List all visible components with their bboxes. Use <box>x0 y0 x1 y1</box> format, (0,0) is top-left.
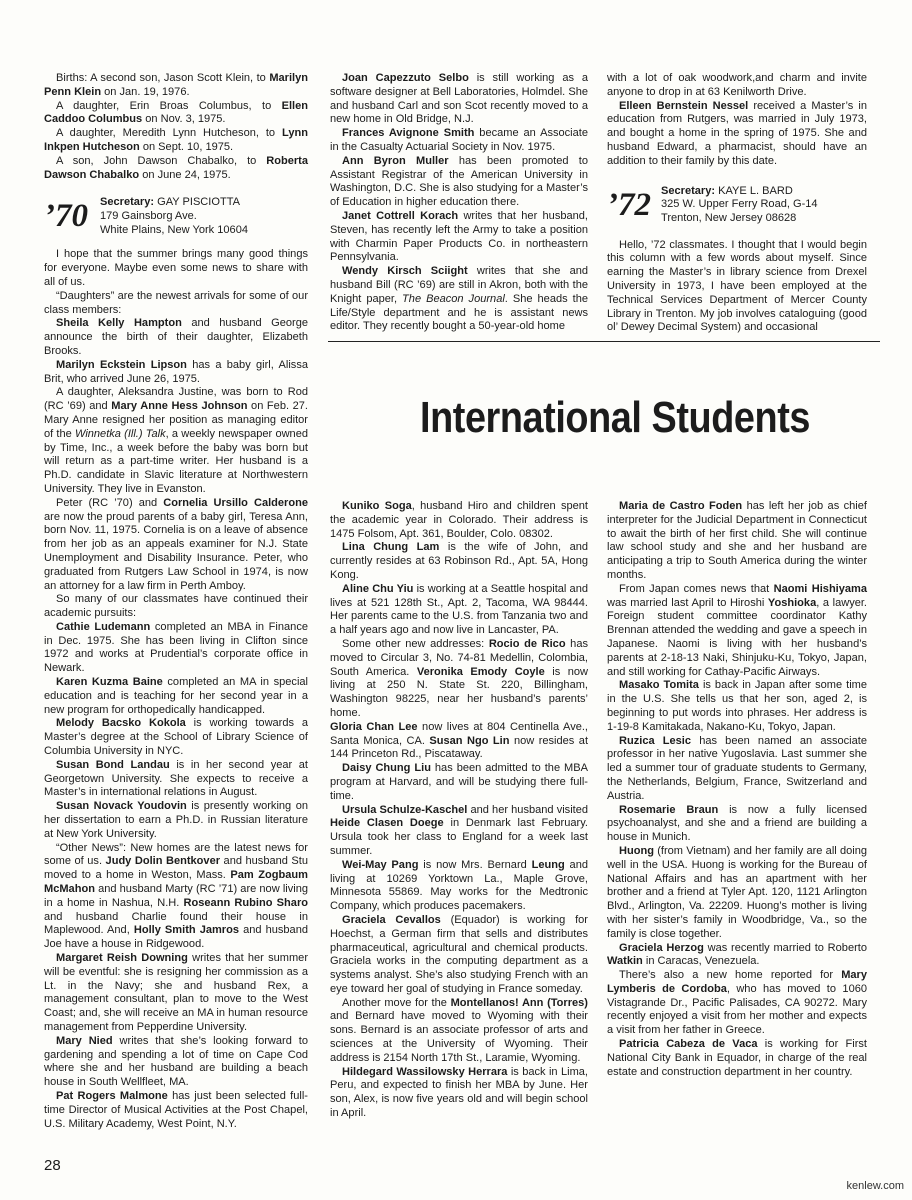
paragraph: Kuniko Soga, husband Hiro and children spent the academic year in Colorado. Their address is 1475 Folsom, Apt. 361, Boulder, Colo. 08302. <box>330 500 588 540</box>
paragraph: Aline Chu Yiu is working at a Seattle hospital and lives at 521 128th St., Apt. 2, Tacoma, WA 98444. Her parents came to the U.S. from Tanzania two and a half years ago and now live in Lancaster, PA. <box>330 582 588 637</box>
column-3-bottom <box>607 500 867 1079</box>
paragraph: “Daughters” are the newest arrivals for some of our class members: <box>44 289 308 316</box>
paragraph: Lina Chung Lam is the wife of John, and currently resides at 63 Robinson Rd., Apt. 5A, Hong Kong. <box>330 541 589 581</box>
paragraph: Another move for the Montellanos! Ann (Torres) and Bernard have moved to Wyoming with their sons. Bernard is an associate professor of arts and sciences at the University of Wyoming. Their address is 2154 North 17th St., Laramie, Wyoming. <box>330 996 588 1064</box>
paragraph: Wendy Kirsch Sciight writes that she and husband Bill (RC ’69) are still in Akron, both with the Knight paper, The Beacon Journal. She heads the Life/Style department and he is assistant news editor. They recently bought a 50-year-old home <box>330 265 588 333</box>
paragraph: Rosemarie Braun is now a fully licensed psychoanalyst, and she and a friend are building a house in Munich. <box>607 803 867 844</box>
paragraph: Susan Bond Landau is in her second year at Georgetown University. She expects to receive a Master’s in international relations in August. <box>44 758 308 799</box>
paragraph: Ruzica Lesic has been named an associate professor in her native Yugoslavia. Last summer she led a summer tour of graduate students to Germany, the Netherlands, Belgium, France, Switzerland and Austria. <box>607 734 867 802</box>
paragraph: Pat Rogers Malmone has just been selected full-time Director of Musical Activities at the Post Chapel, U.S. Military Academy, West Point, N.Y. <box>44 1089 308 1130</box>
paragraph: So many of our classmates have continued their academic pursuits: <box>44 593 308 620</box>
watermark-credit: kenlew.com <box>846 1180 904 1192</box>
paragraph: Ursula Schulze-Kaschel and her husband visited Heide Clasen Doege in Denmark last February. Ursula took her class to England for a week last summer. <box>330 803 589 857</box>
section-title: International Students <box>420 393 810 442</box>
class-year-72: ’72 <box>607 186 651 223</box>
birth-note: A daughter, Erin Broas Columbus, to Ellen Caddoo Columbus on Nov. 3, 1975. <box>44 99 308 126</box>
paragraph: Masako Tomita is back in Japan after some time in the U.S. She tells us that her son, aged 2, is beginning to put words into phrases. Her address is 1-19-8 Kamitakada, Nakano-Ku, Tokyo, Japan. <box>607 679 868 733</box>
column-3-top <box>607 72 867 335</box>
paragraph: Susan Novack Youdovin is presently working on her dissertation to earn a Ph.D. in Russian literature at New York University. <box>44 800 308 840</box>
paragraph: Joan Capezzuto Selbo is still working as a software designer at Bell Laboratories, Holmdel. She and husband Carl and son Scot recently moved to a new home in Old Bridge, N.J. <box>330 72 589 126</box>
paragraph: “Other News”: New homes are the latest news for some of us. Judy Dolin Bentkover and husband Stu moved to a home in Weston, Mass. Pam Zogbaum McMahon and husband Marty (RC ’71) are now living in a home in Nashua, N.H. Roseann Rubino Sharo and husband Charlie found their house in Maplewood. And, Holly Smith Jamros and husband Joe have a house in Ridgewood. <box>44 841 309 951</box>
birth-note: A son, John Dawson Chabalko, to Roberta Dawson Chabalko on June 24, 1975. <box>44 154 308 181</box>
paragraph: Margaret Reish Downing writes that her summer will be eventful: she is resigning her commission as a Lt. in the Navy; she and husband Rex, a management consultant, plan to move to the West Coast; and, she will receive an MA in human resource management from Pepperdine University. <box>44 952 308 1033</box>
section-divider <box>328 341 880 342</box>
paragraph: Peter (RC ’70) and Cornelia Ursillo Calderone are now the proud parents of a baby girl, Teresa Ann, born Nov. 11, 1975. Cornelia is on a leave of absence from her job as an appeals examiner for N.J. State Unemployment and Disability Insurance. Peter, who graduated from Rutgers Law School in 1974, is now an attorney for a law firm in Perth Amboy. <box>44 496 308 592</box>
paragraph: Elleen Bernstein Nessel received a Master’s in education from Rutgers, was married in July 1973, and bought a home in the spring of 1975. She and husband Edward, a pharmacist, should have an addition to their family by this date. <box>607 99 867 167</box>
paragraph: Maria de Castro Foden has left her job as chief interpreter for the Judicial Department in Connecticut to await the birth of her first child. She will continue law school study and she and her husband are anticipating a trip to South America during the winter months. <box>607 500 867 581</box>
column-1 <box>44 72 308 1131</box>
paragraph: I hope that the summer brings many good things for everyone. Maybe even some news to share with all of us. <box>44 248 308 288</box>
paragraph: Hello, ’72 classmates. I thought that I would begin this column with a few words about myself. Since earning the Master’s in library science from Drexel University in 1973, I have been employed at the Technical Services Department of Mercer County Library in Trenton. My job involves cataloguing (good ol’ Dewey Decimal System) and occasional <box>607 238 867 334</box>
class-year-70: ’70 <box>44 198 88 235</box>
paragraph: Sheila Kelly Hampton and husband George announce the birth of their daughter, Elizabeth Brooks. <box>44 317 309 357</box>
paragraph: Graciela Herzog was recently married to Roberto Watkin in Caracas, Venezuela. <box>607 941 867 968</box>
class-72-header <box>607 185 867 235</box>
paragraph: Cathie Ludemann completed an MBA in Finance in Dec. 1975. She has been living in Clifton since 1972 and works at Prudential’s corporate office in Newark. <box>44 620 308 675</box>
paragraph: Marilyn Eckstein Lipson has a baby girl, Alissa Brit, who arrived June 26, 1975. <box>44 358 308 385</box>
paragraph: with a lot of oak woodwork,and charm and invite anyone to drop in at 63 Kenilworth Drive. <box>607 72 867 98</box>
paragraph: Graciela Cevallos (Equador) is working for Hoechst, a German firm that sells and distributes pharmaceutical, agricultural and chemical products. Graciela works in the computing department as a systems analyst. She’s also studying French with an eye toward her goal of studying in France someday. <box>330 913 588 995</box>
paragraph: Janet Cottrell Korach writes that her husband, Steven, has recently left the Army to take a position with Charmin Paper Products Co. in northeastern Pennsylvania. <box>330 209 588 264</box>
paragraph: Hildegard Wassilowsky Herrara is back in Lima, Peru, and expected to finish her MBA by June. Her son, Alex, is now five years old and will begin school in April. <box>330 1065 589 1120</box>
secretary-address-72: Secretary: KAYE L. BARD 325 W. Upper Ferry Road, G-14 Trenton, New Jersey 08628 <box>661 184 818 225</box>
column-2-bottom <box>330 500 588 1121</box>
paragraph: Some other new addresses: Rocio de Rico has moved to Circular 3, No. 74-81 Medellin, Colombia, South America. Veronika Emody Coyle is now living at 250 N. State St. 220, Billingham, Washington 98225, near her husband’s parents’ home. <box>330 637 589 719</box>
paragraph: Melody Bacsko Kokola is working towards a Master’s degree at the School of Library Science of Columbia University in NYC. <box>44 717 308 758</box>
paragraph: Ann Byron Muller has been promoted to Assistant Registrar of the American University in Washington, D.C. She is also studying for a Master’s of Education in higher education there. <box>330 154 589 209</box>
paragraph: From Japan comes news that Naomi Hishiyama was married last April to Hiroshi Yoshioka, a lawyer. Foreign student committee coordinator Kathy Brennan attended the wedding and gave a speech in Japanese. Naomi is living with her husband’s parents at 2-18-13 Naki, Shinjuku-Ku, Tokyo, Japan, and still working for Cathay-Pacific Airways. <box>607 582 868 678</box>
paragraph: Mary Nied writes that she’s looking forward to gardening and spending a lot of time on Cape Cod where she and her husband are building a beach house in South Wellfleet, MA. <box>44 1034 308 1089</box>
page-number: 28 <box>44 1157 61 1174</box>
birth-note: Births: A second son, Jason Scott Klein, to Marilyn Penn Klein on Jan. 19, 1976. <box>44 72 308 98</box>
paragraph: Wei-May Pang is now Mrs. Bernard Leung and living at 10269 Yorktown La., Maple Grove, Minnesota 55869. May works for the Medtronic Company, which produces pacemakers. <box>330 858 588 913</box>
column-2-top <box>330 72 588 334</box>
paragraph: Karen Kuzma Baine completed an MA in special education and is teaching for her second year in a new program for orthopedically handicapped. <box>44 676 309 716</box>
class-70-header <box>44 196 308 244</box>
secretary-address-70: Secretary: GAY PISCIOTTA 179 Gainsborg Ave. White Plains, New York 10604 <box>100 196 248 236</box>
paragraph: Gloria Chan Lee now lives at 804 Centinella Ave., Santa Monica, CA. Susan Ngo Lin now resides at 144 Princeton Rd., Piscataway. <box>330 720 589 761</box>
paragraph: Daisy Chung Liu has been admitted to the MBA program at Harvard, and will be studying there full-time. <box>330 762 588 802</box>
paragraph: Frances Avignone Smith became an Associate in the Casualty Actuarial Society in Nov. 1975. <box>330 127 588 153</box>
paragraph: Huong (from Vietnam) and her family are all doing well in the USA. Huong is working for the Bureau of National Affairs and has an apartment with her brother and a friend at Tyler Apt. 120, 1121 Arlington Blvd., Arlington, Va. 22209. Huong’s mother is living with her sister’s family in Woodbridge, Va., so the family is close together. <box>607 844 867 940</box>
paragraph: There’s also a new home reported for Mary Lymberis de Cordoba, who has moved to 1060 Vistagrande Dr., Pacific Palisades, CA 90272. Mary recently enjoyed a visit from her mother and expects a visit from her father in Greece. <box>607 969 867 1037</box>
paragraph: Patricia Cabeza de Vaca is working for First National City Bank in Equador, in charge of the real estate and construction department in her country. <box>607 1038 867 1078</box>
birth-note: A daughter, Meredith Lynn Hutcheson, to Lynn Inkpen Hutcheson on Sept. 10, 1975. <box>44 127 308 153</box>
paragraph: A daughter, Aleksandra Justine, was born to Rod (RC ’69) and Mary Anne Hess Johnson on Feb. 27. Mary Anne resigned her position as managing editor of the Winnetka (Ill.) Talk, a weekly newspaper owned by Time, Inc., a week before the baby was born but will return as a part-time writer. Her husband is a Ph.D. candidate in Slavic literature at Northwestern University. They live in Evanston. <box>44 386 308 495</box>
